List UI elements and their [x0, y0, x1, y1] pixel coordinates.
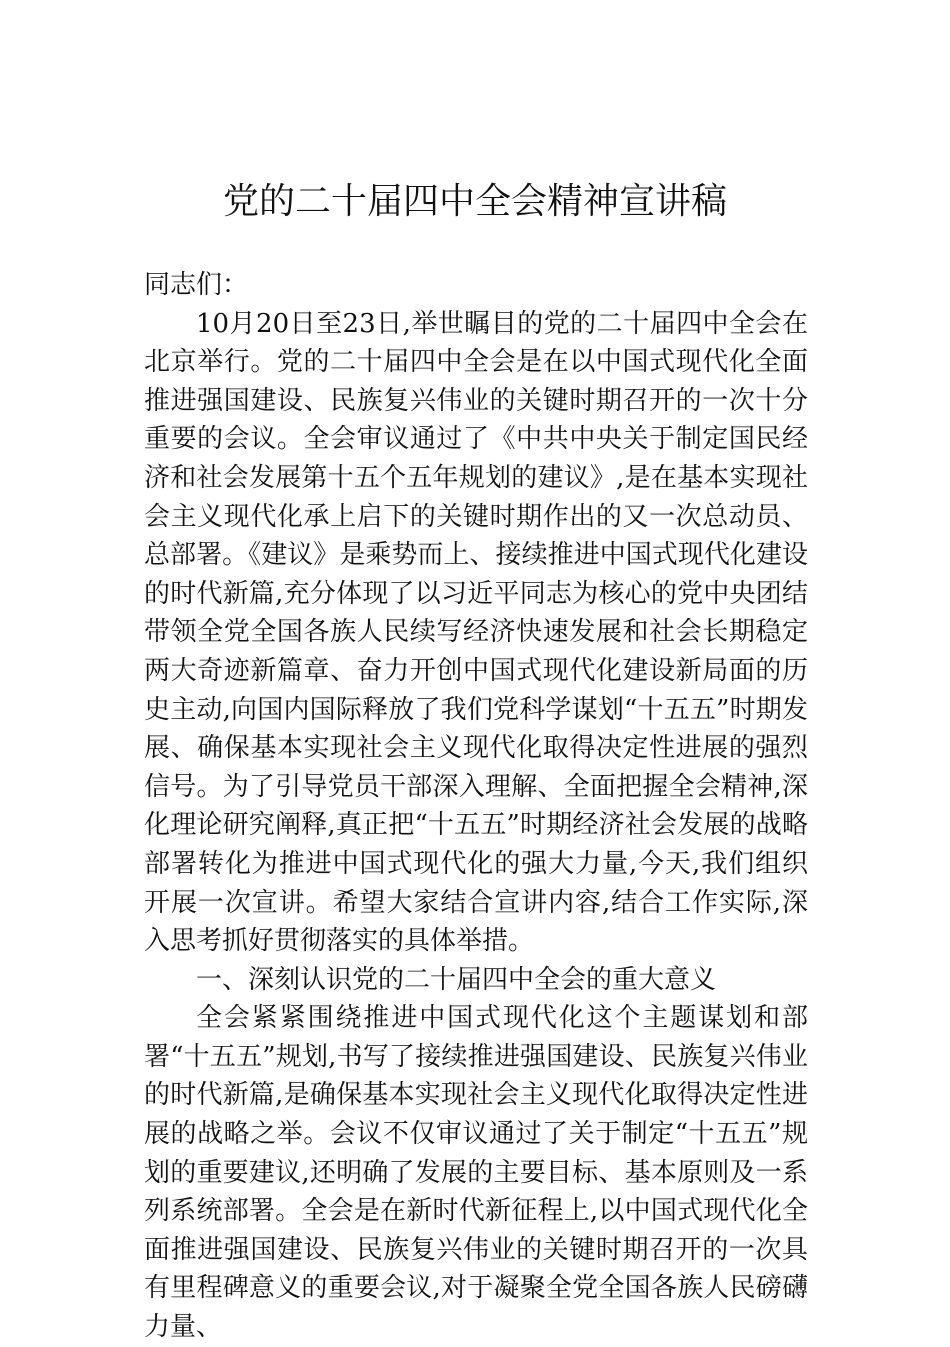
section-heading: 一、深刻认识党的二十届四中全会的重大意义 — [196, 964, 717, 995]
page-title: 党的二十届四中全会精神宣讲稿 — [222, 181, 727, 222]
intro-paragraph: 10月20日至23日,举世瞩目的党的二十届四中全会在北京举行。党的二十届四中全会是在以中国式现代化全面推进强国建设、民族复兴伟业的关键时期召开的一次十分重要的会议。全会审议通过了《中共中央关于制定国民经济和社会发展第十五个五年规划的建议》,是在基本实现社会主义现代化承上启下的关键时期作出的又一次总动员、总部署。《建议》是乘势而上、接续推进中国式现代化建设的时代新篇,充分体现了以习近平同志为核心的党中央团结带领全党全国各族人民续写经济快速发展和社会长期稳定两大奇迹新篇章、奋力开创中国式现代化建设新局面的历史主动,向国内国际释放了我们党科学谋划“十五五”时期发展、确保基本实现社会主义现代化取得决定性进展的强烈信号。为了引导党员干部深入理解、全面把握全会精神,深化理论研究阐释,真正把“十五五”时期经济社会发展的战略部署转化为推进中国式现代化的强大力量,今天,我们组织开展一次宣讲。希望大家结合宣讲内容,结合工作实际,深入思考抓好贯彻落实的具体举措。 — [144, 308, 808, 957]
section-paragraph: 全会紧紧围绕推进中国式现代化这个主题谋划和部署“十五五”规划,书写了接续推进强国建设、民族复兴伟业的时代新篇,是确保基本实现社会主义现代化取得决定性进展的战略之举。会议不仅审议通过了关于制定“十五五”规划的重要建议,还明确了发展的主要目标、基本原则及一系列系统部署。全会是在新时代新征程上,以中国式现代化全面推进强国建设、民族复兴伟业的关键时期召开的一次具有里程碑意义的重要会议,对于凝聚全党全国各族人民磅礴力量、 — [144, 1003, 808, 1343]
document-body — [144, 266, 808, 1347]
salutation: 同志们： — [144, 270, 249, 300]
